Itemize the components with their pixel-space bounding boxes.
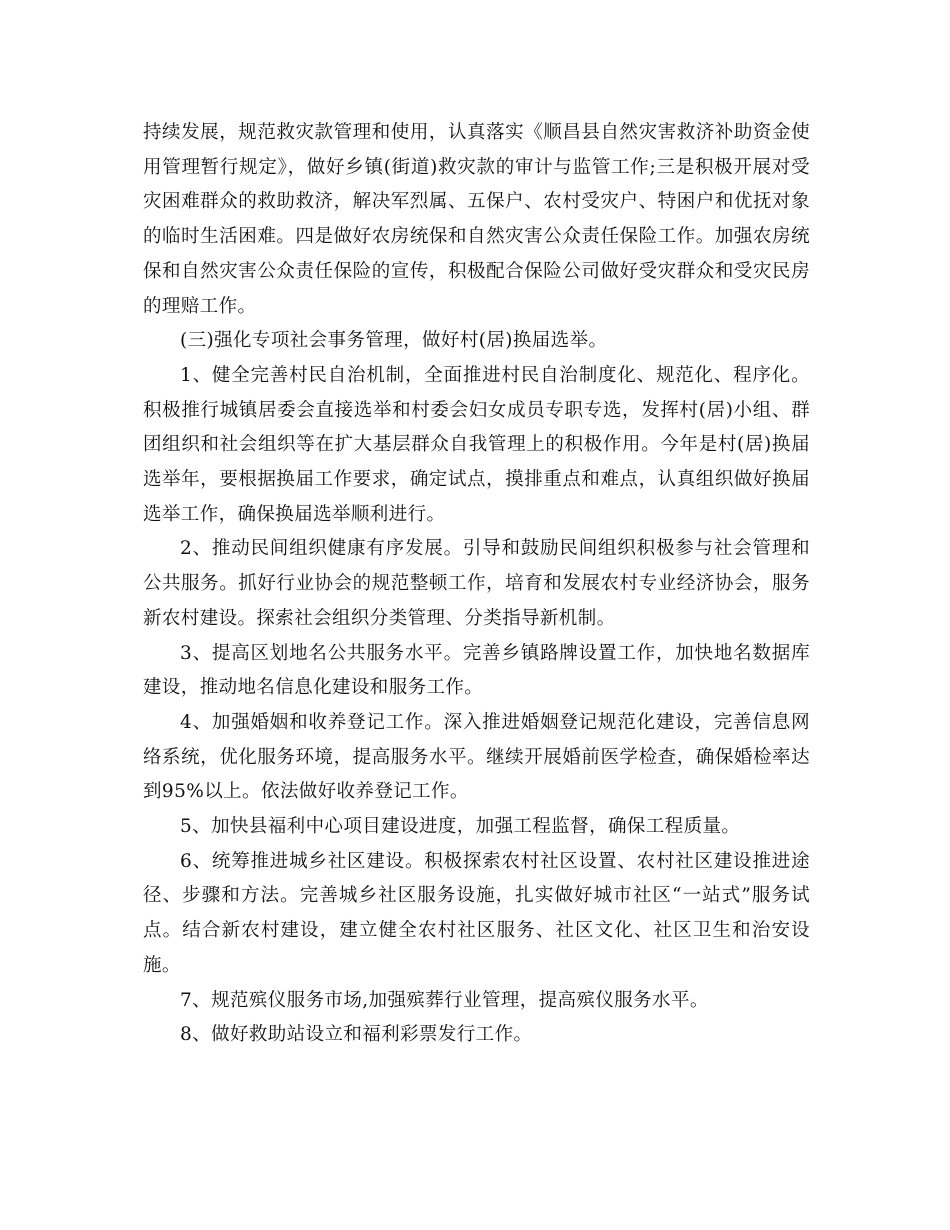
paragraph-item-8: 8、做好救助站设立和福利彩票发行工作。: [180, 1024, 533, 1046]
paragraph-item-5: 5、加快县福利中心项目建设进度，加强工程监督，确保工程质量。: [180, 816, 741, 838]
paragraph-item-7: 7、规范殡仪服务市场,加强殡葬行业管理，提高殡仪服务水平。: [180, 989, 709, 1011]
document-page: [143, 116, 810, 1053]
paragraph-item-2: 2、推动民间组织健康有序发展。引导和鼓励民间组织积极参与社会管理和公共服务。抓好行业协会的规范整顿工作，培育和发展农村专业经济协会，服务新农村建设。探索社会组织分类管理、分类指导新机制。: [143, 538, 810, 629]
paragraph-item-3: 3、提高区划地名公共服务水平。完善乡镇路牌设置工作，加快地名数据库建设，推动地名信息化建设和服务工作。: [143, 642, 810, 699]
paragraph-item-6: 6、统筹推进城乡社区建设。积极探索农村社区设置、农村社区建设推进途径、步骤和方法。完善城乡社区服务设施，扎实做好城市社区“一站式”服务试点。结合新农村建设，建立健全农村社区服务、社区文化、社区卫生和治安设施。: [143, 850, 810, 976]
section-heading-3: (三)强化专项社会事务管理，做好村(居)换届选举。: [180, 330, 608, 352]
paragraph-item-4: 4、加强婚姻和收养登记工作。深入推进婚姻登记规范化建设，完善信息网络系统，优化服务环境，提高服务水平。继续开展婚前医学检查，确保婚检率达到95%以上。依法做好收养登记工作。: [143, 711, 810, 803]
paragraph-item-1: 1、健全完善村民自治机制，全面推进村民自治制度化、规范化、程序化。积极推行城镇居委会直接选举和村委会妇女成员专职专选，发挥村(居)小组、群团组织和社会组织等在扩大基层群众自我管理上的积极作用。今年是村(居)换届选举年，要根据换届工作要求，确定试点，摸排重点和难点，认真组织做好换届选举工作，确保换届选举顺利进行。: [143, 364, 810, 525]
paragraph-relief-continuation: 持续发展，规范救灾款管理和使用，认真落实《顺昌县自然灾害救济补助资金使用管理暂行规定》，做好乡镇(街道)救灾款的审计与监管工作;三是积极开展对受灾困难群众的救助救济，解决军烈属、五保户、农村受灾户、特困户和优抚对象的临时生活困难。四是做好农房统保和自然灾害公众责任保险工作。加强农房统保和自然灾害公众责任保险的宣传，积极配合保险公司做好受灾群众和受灾民房的理赔工作。: [143, 122, 810, 317]
